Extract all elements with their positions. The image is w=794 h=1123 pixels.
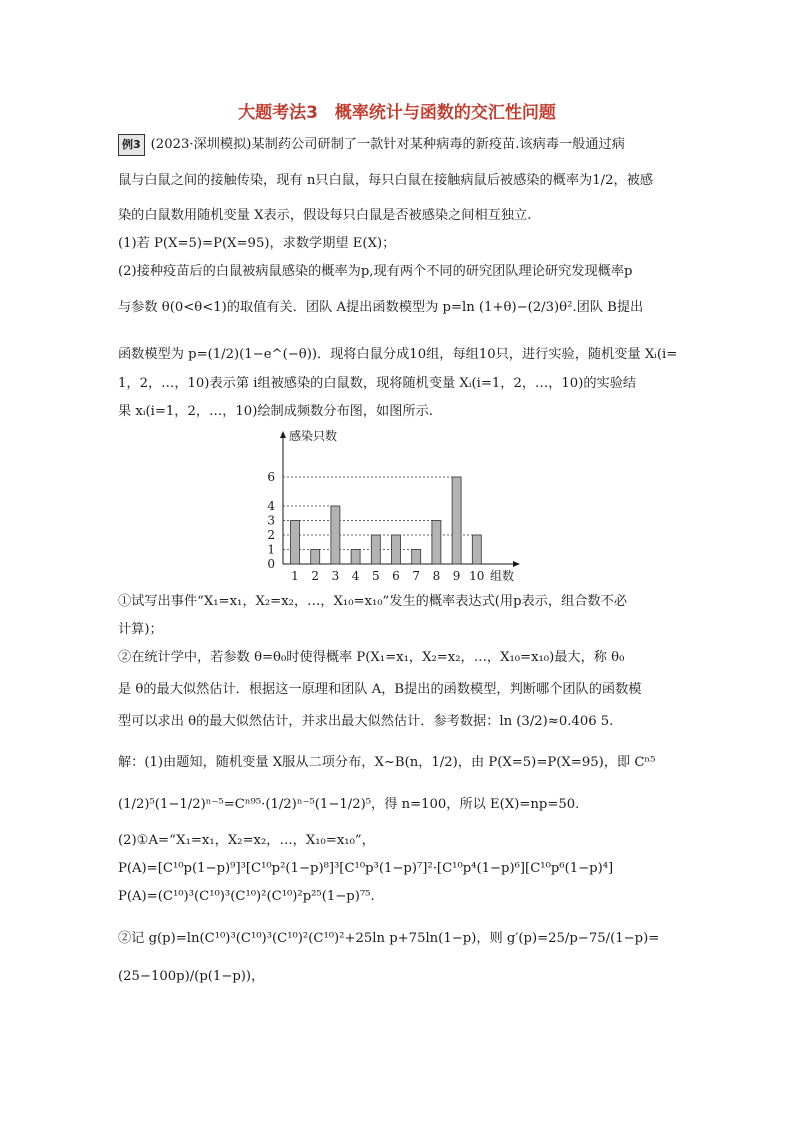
question-2-line-2: 与参数 θ(0<θ<1)的取值有关．团队 A提出函数模型为 p=ln (1+θ)−(2/3)θ².团队 B提出 [118, 300, 644, 315]
subquestion-2-line-3: 型可以求出 θ的最大似然估计，并求出最大似然估计．参考数据：ln (3/2)≈0.406 5. [118, 714, 614, 729]
solution-line-3: (2)①A=“X₁=x₁，X₂=x₂，…，X₁₀=x₁₀”， [118, 833, 375, 848]
bar-group-5 [371, 535, 380, 564]
x-tick-label-9: 9 [452, 569, 461, 583]
example-line-2: 鼠与白鼠之间的接触传染，现有 n只白鼠，每只白鼠在接触病鼠后被感染的概率为1/2，被感 [118, 173, 654, 188]
x-tick-label-6: 6 [392, 569, 400, 583]
example-line-1 [118, 134, 678, 156]
x-tick-label-4: 4 [351, 569, 360, 583]
y-tick-label-4: 4 [267, 499, 275, 513]
bar-group-3 [331, 506, 340, 564]
subquestion-1-line-1: ①试写出事件“X₁=x₁，X₂=x₂，…，X₁₀=x₁₀”发生的概率表达式(用p表示，组合数不必 [118, 594, 628, 609]
subquestion-1-line-2: 计算)； [118, 622, 163, 637]
solution-line-6: ②记 g(p)=ln(C¹⁰)³(C¹⁰)³(C¹⁰)²(C¹⁰)²+25ln p+75ln(1−p)，则 g′(p)=25/p−75/(1−p)= [118, 931, 660, 946]
solution-line-4: P(A)=[C¹⁰p(1−p)⁹]³[C¹⁰p²(1−p)⁸]³[C¹⁰p³(1−p)⁷]²·[C¹⁰p⁴(1−p)⁶][C¹⁰p⁶(1−p)⁴] [118, 861, 614, 876]
y-tick-label-6: 6 [267, 470, 275, 484]
x-tick-label-5: 5 [371, 569, 380, 583]
question-2-line-5: 果 xᵢ(i=1，2，…，10)绘制成频数分布图，如图所示. [118, 404, 433, 419]
bar-group-4 [351, 550, 360, 565]
question-2-line-1: (2)接种疫苗后的白鼠被病鼠感染的概率为p,现有两个不同的研究团队理论研究发现概率p [118, 264, 633, 279]
x-tick-label-10: 10 [469, 569, 485, 583]
subquestion-2-line-2: 是 θ的最大似然估计．根据这一原理和团队 A，B提出的函数模型，判断哪个团队的函数模 [118, 682, 642, 697]
y-axis-label: 感染只数 [289, 429, 338, 443]
question-1: (1)若 P(X=5)=P(X=95)，求数学期望 E(X)； [118, 236, 396, 251]
example-text-1: (2023·深圳模拟)某制药公司研制了一款针对某种病毒的新疫苗.该病毒一般通过病 [150, 137, 625, 152]
frequency-bar-chart [255, 428, 535, 588]
y-tick-label-1: 1 [267, 542, 275, 557]
bar-group-10 [472, 535, 481, 564]
x-tick-label-3: 3 [331, 569, 340, 583]
y-axis-arrow [280, 431, 286, 438]
solution-line-5: P(A)=(C¹⁰)³(C¹⁰)³(C¹⁰)²(C¹⁰)²p²⁵(1−p)⁷⁵. [118, 889, 375, 904]
y-tick-label-3: 3 [267, 513, 275, 528]
x-tick-label-2: 2 [311, 569, 320, 583]
question-2-line-4: 1，2，…，10)表示第 i组被感染的白鼠数，现将随机变量 Xᵢ(i=1，2，…，10)的实验结 [118, 376, 637, 391]
bar-group-7 [412, 550, 421, 565]
bar-group-6 [392, 535, 401, 564]
question-2-line-3: 函数模型为 p=(1/2)(1−e^(−θ))．现将白鼠分成10组，每组10只，进行实验，随机变量 Xᵢ(i= [118, 347, 678, 362]
x-tick-label-8: 8 [432, 569, 441, 583]
page-title: 大题考法3 概率统计与函数的交汇性问题 [238, 103, 556, 123]
y-tick-label-0: 0 [267, 557, 275, 571]
x-tick-label-1: 1 [291, 569, 299, 583]
bar-group-1 [291, 521, 300, 565]
x-axis-arrow [513, 561, 520, 567]
x-axis-label: 组数 [489, 569, 515, 583]
example-badge: 例3 [118, 134, 145, 156]
y-tick-label-2: 2 [267, 528, 275, 542]
bar-group-2 [311, 550, 320, 565]
subquestion-2-line-1: ②在统计学中，若参数 θ=θ₀时使得概率 P(X₁=x₁，X₂=x₂，…，X₁₀=x₁₀)最大，称 θ₀ [118, 650, 625, 665]
x-tick-label-7: 7 [412, 569, 421, 583]
bar-group-9 [452, 477, 461, 564]
solution-line-2: (1/2)⁵(1−1/2)ⁿ⁻⁵=Cⁿ⁹⁵·(1/2)ⁿ⁻⁵(1−1/2)⁵，得 n=100，所以 E(X)=np=50. [118, 797, 580, 812]
solution-line-1: 解：(1)由题知，随机变量 X服从二项分布，X~B(n，1/2)，由 P(X=5)=P(X=95)，即 Cⁿ⁵ [118, 755, 656, 770]
example-line-3: 染的白鼠数用随机变量 X表示，假设每只白鼠是否被感染之间相互独立. [118, 208, 532, 223]
bar-group-8 [432, 521, 441, 565]
solution-line-7: (25−100p)/(p(1−p))， [118, 969, 265, 984]
